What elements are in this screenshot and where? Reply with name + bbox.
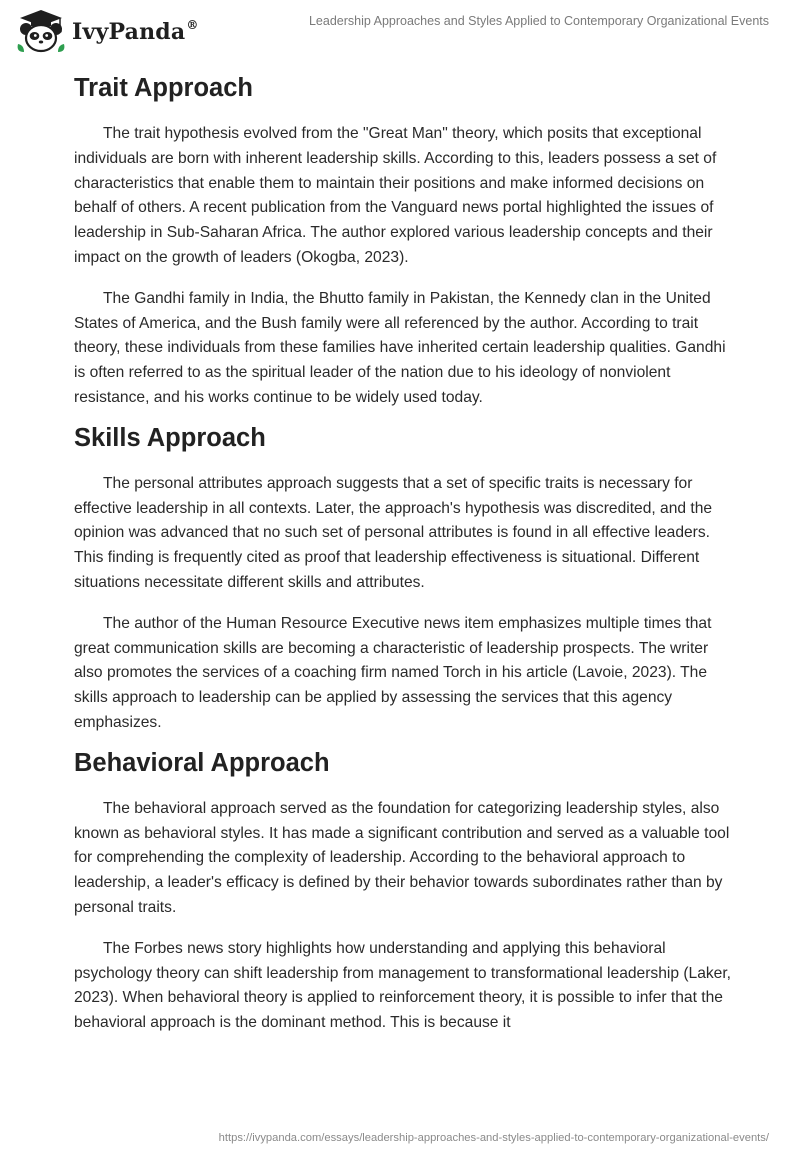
section-skills-approach <box>74 420 734 736</box>
panda-graduate-icon <box>14 8 68 54</box>
section-trait-approach <box>74 70 734 411</box>
document-title: Leadership Approaches and Styles Applied to Contemporary Organizational Events <box>308 14 769 28</box>
page-header <box>0 0 800 60</box>
paragraph: The Forbes news story highlights how understanding and applying this behavioral psychology theory can shift leadership from management to transformational leadership (Laker, 2023). When behavioral theory is applied to reinforcement theory, it is possible to infer that the behavioral approach is the dominant method. This is because it <box>74 939 732 1032</box>
source-url-link[interactable]: https://ivypanda.com/essays/leadership-approaches-and-styles-applied-to-contemporary-organizational-events/ <box>218 1132 769 1144</box>
essay-body <box>74 70 734 1036</box>
section-heading: Skills Approach <box>74 423 266 452</box>
section-heading: Behavioral Approach <box>74 748 330 777</box>
paragraph: The author of the Human Resource Executive news item emphasizes multiple times that great communication skills are becoming a characteristic of leadership prospects. The writer also promotes the services of a coaching firm named Torch in his article (Lavoie, 2023). The skills approach to leadership can be applied by assessing the services that this agency emphasizes. <box>74 614 712 731</box>
paragraph: The personal attributes approach suggests that a set of specific traits is necessary for effective leadership in all contexts. Later, the approach's hypothesis was discredited, and the opinion was advanced that no such set of personal attributes is found in all effective leaders. This finding is frequently cited as proof that leadership effectiveness is situational. Different situations necessitate different skills and attributes. <box>74 474 713 591</box>
registered-mark: ® <box>186 17 199 32</box>
paragraph: The behavioral approach served as the foundation for categorizing leadership styles, also known as behavioral styles. It has made a significant contribution and served as a valuable tool for comprehending the complexity of leadership. According to the behavioral approach to leadership, a leader's efficacy is defined by their behavior towards subordinates rather than by personal traits. <box>74 799 730 916</box>
brand-name: IvyPanda® <box>72 17 199 45</box>
paragraph: The trait hypothesis evolved from the "Great Man" theory, which posits that exceptional individuals are born with inherent leadership skills. According to this, leaders possess a set of characteristics that enable them to maintain their positions and make informed decisions on behalf of others. A recent publication from the Vanguard news portal highlighted the issues of leadership in Sub-Saharan Africa. The author explored various leadership concepts and their impact on the growth of leaders (Okogba, 2023). <box>74 125 717 266</box>
section-heading: Trait Approach <box>74 74 253 102</box>
paragraph: The Gandhi family in India, the Bhutto family in Pakistan, the Kennedy clan in the United States of America, and the Bush family were all referenced by the author. According to trait theory, these individuals from these families have inherited certain leadership qualities. Gandhi is often referred to as the spiritual leader of the nation due to his ideology of nonviolent resistance, and his works continue to be widely used today. <box>74 289 726 406</box>
brand-logo[interactable] <box>14 8 198 54</box>
section-behavioral-approach <box>74 745 734 1036</box>
